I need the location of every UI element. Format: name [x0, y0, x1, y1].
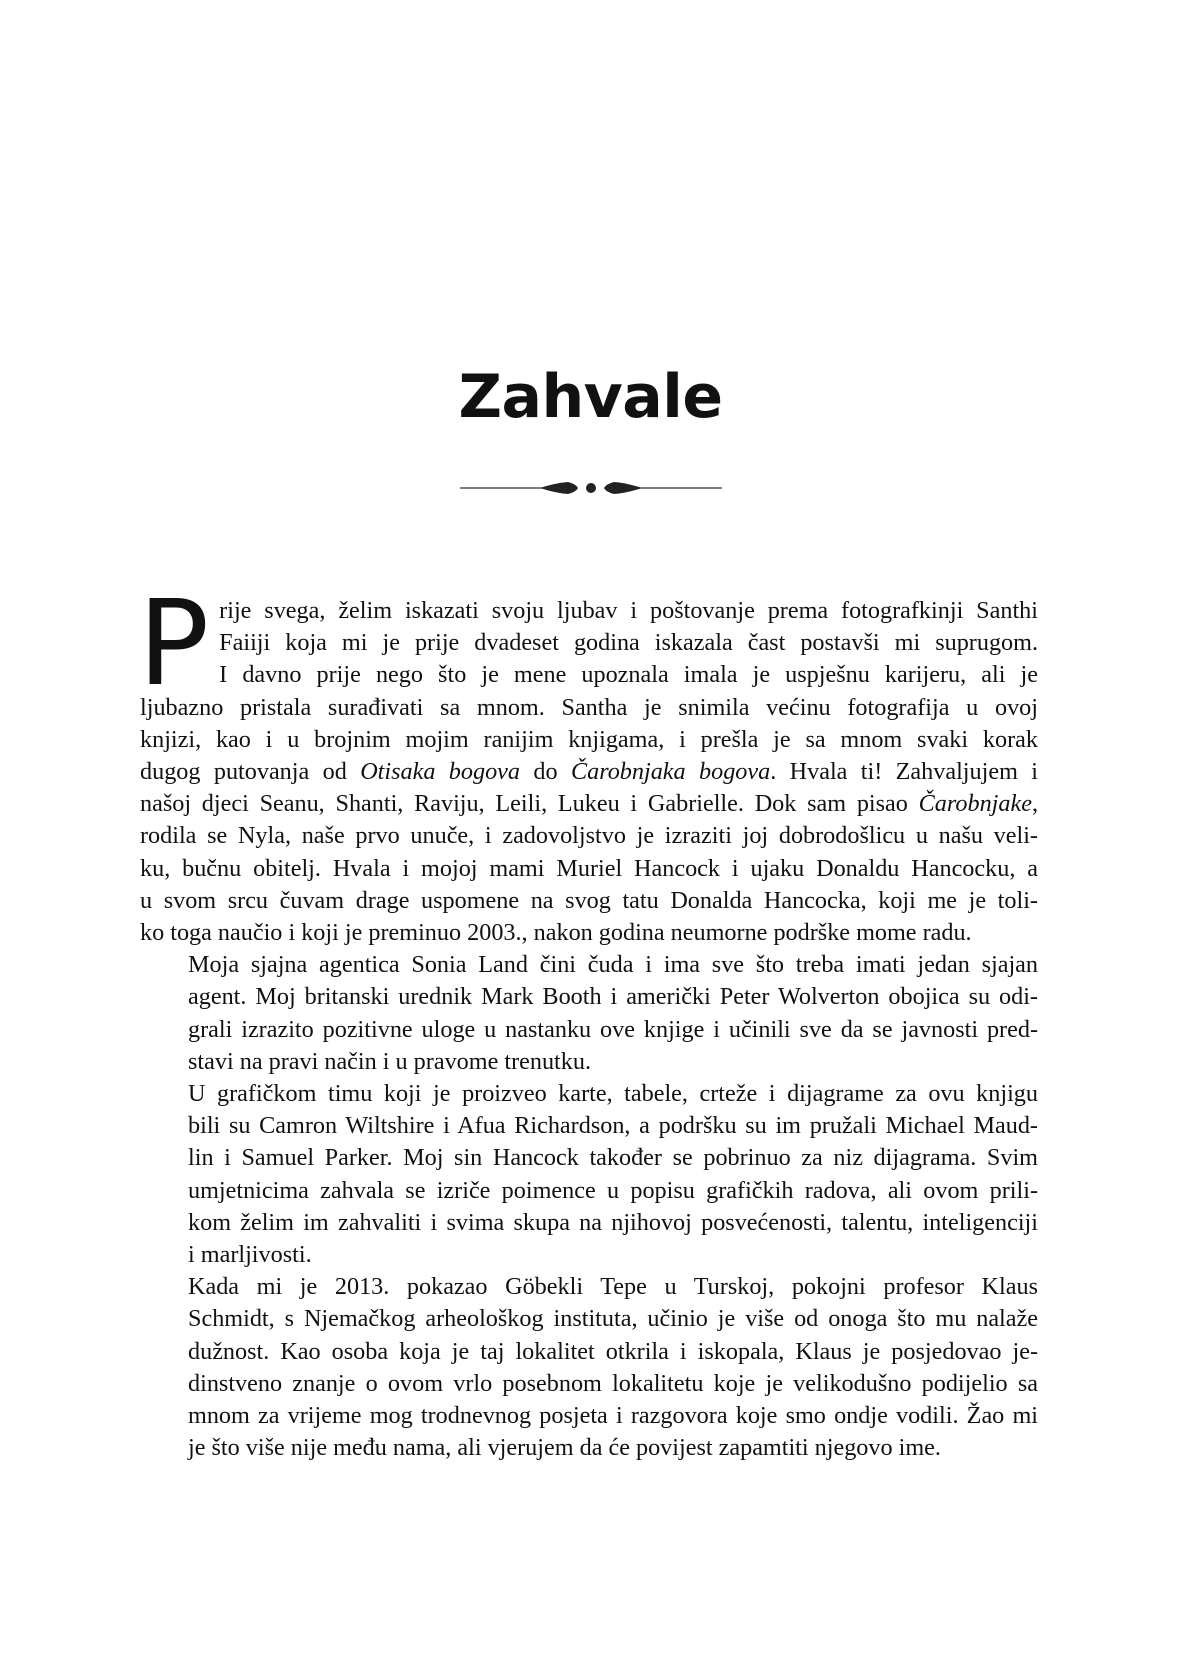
text-run: grali izrazito pozitivne uloge u nastanku ove knjige i učinili sve da se javnosti pred- [188, 1015, 1038, 1043]
text-line [140, 692, 1038, 724]
text-run: dužnost. Kao osoba koja je taj lokalitet otkrila i iskopala, Klaus je posjedovao je- [188, 1337, 1038, 1365]
text-run: rije svega, želim iskazati svoju ljubav i poštovanje prema fotografkinji Santhi [219, 597, 1038, 624]
fleuron-divider-icon [460, 478, 722, 498]
text-run: dugog putovanja od [140, 758, 361, 786]
text-line [140, 1368, 1038, 1400]
text-line [140, 1110, 1038, 1142]
text-line [140, 1142, 1038, 1174]
drop-cap: P [138, 574, 210, 712]
text-run: U grafičkom timu koji je proizveo karte, tabele, crteže i dijagrame za ovu knjigu [188, 1080, 1038, 1108]
text-run: Moja sjajna agentica Sonia Land čini čuda i ima sve što treba imati jedan sjajan [188, 951, 1038, 979]
text-line [140, 981, 1038, 1013]
text-line [140, 659, 1038, 691]
text-line [140, 1046, 1038, 1078]
text-line [140, 788, 1038, 820]
text-run: do [520, 758, 571, 786]
text-line [140, 917, 1038, 949]
text-line [140, 627, 1038, 659]
text-line [140, 1014, 1038, 1046]
text-line [140, 1303, 1038, 1335]
text-run: Kada mi je 2013. pokazao Göbekli Tepe u Turskoj, pokojni profesor Klaus [188, 1273, 1038, 1301]
text-run: I davno prije nego što je mene upoznala imala je uspješnu karijeru, ali je [219, 661, 1038, 689]
text-run: rodila se Nyla, naše prvo unuče, i zadovoljstvo je izraziti joj dobrodošlicu u našu veli- [140, 822, 1038, 850]
text-run: , [1031, 790, 1038, 818]
text-run: agent. Moj britanski urednik Mark Booth i američki Peter Wolverton obojica su odi- [188, 983, 1038, 1011]
text-run: stavi na pravi način i u pravome trenutku. [188, 1047, 592, 1075]
text-run: ljubazno pristala surađivati sa mnom. Santha je snimila većinu fotografija u ovoj [140, 693, 1038, 721]
text-run: našoj djeci Seanu, Shanti, Raviju, Leili, Lukeu i Gabrielle. Dok sam pisao [140, 790, 919, 818]
text-run: kom želim im zahvaliti i svima skupa na njihovoj posvećenosti, talentu, inteligenciji [188, 1208, 1038, 1236]
book-title: Čarobnjake [918, 790, 1032, 818]
text-line [140, 756, 1038, 788]
text-run: umjetnicima zahvala se izriče poimence u popisu grafičkih radova, ali ovom prili- [188, 1176, 1038, 1204]
text-line [140, 1271, 1038, 1303]
text-run: . Hvala ti! Zahvaljujem i [770, 758, 1038, 786]
text-run: u svom srcu čuvam drage uspomene na svog tatu Donalda Hancocka, koji me je toli- [140, 886, 1038, 914]
text-run: ku, bučnu obitelj. Hvala i mojoj mami Muriel Hancock i ujaku Donaldu Hancocku, a [140, 854, 1038, 882]
text-run: ko toga naučio i koji je preminuo 2003., nakon godina neumorne podrške mome radu. [140, 919, 972, 947]
text-line [140, 1239, 1038, 1271]
text-line [140, 724, 1038, 756]
text-run: mnom za vrijeme mog trodnevnog posjeta i razgovora koje smo ondje vodili. Žao mi [188, 1402, 1038, 1430]
text-line [140, 885, 1038, 917]
text-run: knjizi, kao i u brojnim mojim ranijim knjigama, i prešla je sa mnom svaki korak [140, 725, 1038, 753]
text-line [140, 1078, 1038, 1110]
text-run: i marljivosti. [188, 1241, 312, 1269]
text-run: bili su Camron Wiltshire i Afua Richardson, a podršku su im pružali Michael Maud- [188, 1112, 1038, 1140]
acknowledgements-text [138, 574, 1038, 1464]
paragraph [140, 1078, 1038, 1271]
paragraph [140, 949, 1038, 1078]
text-line [140, 595, 1038, 627]
text-line [140, 1336, 1038, 1368]
chapter-title: Zahvale [458, 362, 723, 433]
text-line [140, 949, 1038, 981]
text-run: lin i Samuel Parker. Moj sin Hancock također se pobrinuo za niz dijagrama. Svim [188, 1144, 1038, 1172]
text-line [140, 1400, 1038, 1432]
text-line [140, 1207, 1038, 1239]
text-line [140, 1432, 1038, 1464]
text-line [140, 820, 1038, 852]
text-run: je što više nije među nama, ali vjerujem da će povijest zapamtiti njegovo ime. [188, 1434, 941, 1462]
book-title: Čarobnjaka bogova [570, 758, 771, 786]
paragraph [138, 574, 1038, 949]
text-line [140, 853, 1038, 885]
text-line [140, 1175, 1038, 1207]
text-run: Schmidt, s Njemačkog arheološkog instituta, učinio je više od onoga što mu nalaže [188, 1305, 1038, 1333]
paragraph [140, 1271, 1038, 1464]
text-run: dinstveno znanje o ovom vrlo posebnom lokalitetu koje je velikodušno podijelio sa [188, 1369, 1038, 1397]
book-title: Otisaka bogova [360, 758, 521, 786]
text-run: Faiiji koja mi je prije dvadeset godina iskazala čast postavši mi suprugom. [219, 629, 1038, 657]
